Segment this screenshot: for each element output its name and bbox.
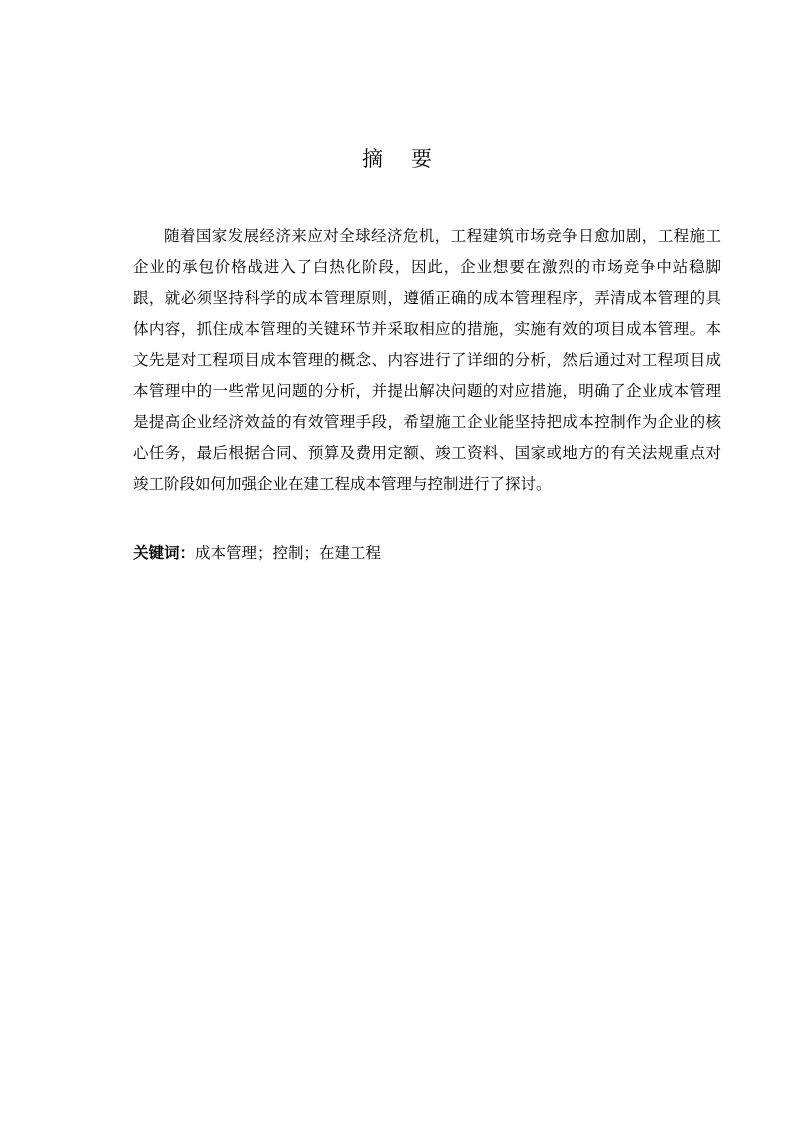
- abstract-body: 随着国家发展经济来应对全球经济危机，工程建筑市场竞争日愈加剧，工程施工企业的承包价格战进入了白热化阶段，因此，企业想要在激烈的市场竞争中站稳脚跟，就必须坚持科学的成本管理原则，遵循正确的成本管理程序，弄清成本管理的具体内容，抓住成本管理的关键环节并采取相应的措施，实施有效的项目成本管理。本文先是对工程项目成本管理的概念、内容进行了详细的分析，然后通过对工程项目成本管理中的一些常见问题的分析，并提出解决问题的对应措施，明确了企业成本管理是提高企业经济效益的有效管理手段，希望施工企业能坚持把成本控制作为企业的核心任务，最后根据合同、预算及费用定额、竣工资料、国家或地方的有关法规重点对竣工阶段如何加强企业在建工程成本管理与控制进行了探讨。: [133, 227, 721, 493]
- keywords-value: 成本管理；控制；在建工程: [195, 544, 382, 562]
- keywords-label: 关键词：: [133, 544, 196, 562]
- abstract-title: 摘要: [362, 147, 460, 171]
- keywords-line: [133, 538, 721, 569]
